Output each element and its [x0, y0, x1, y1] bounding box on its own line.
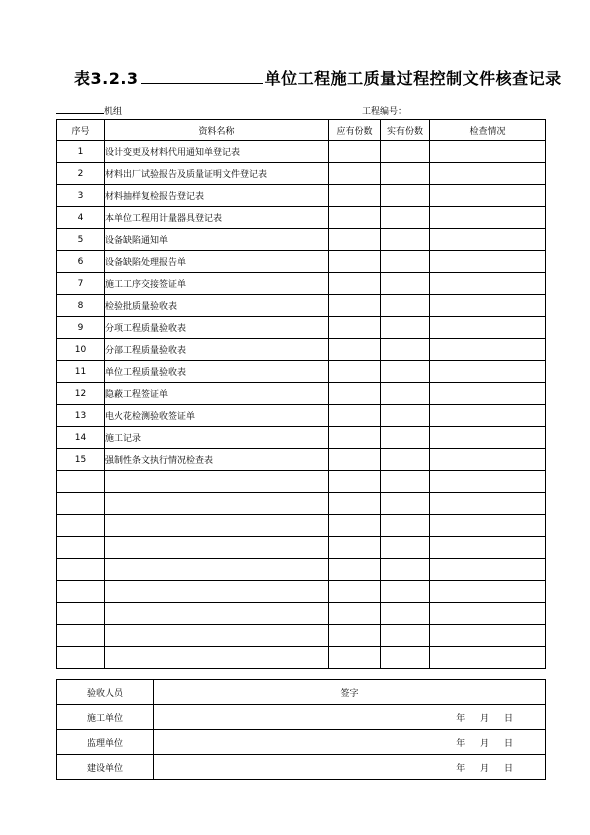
actual-count-cell[interactable]: [381, 537, 430, 559]
check-status-cell[interactable]: [430, 317, 546, 339]
row-number: 15: [57, 449, 105, 471]
col-header-actual: 实有份数: [381, 120, 430, 141]
row-number: 5: [57, 229, 105, 251]
row-number: 1: [57, 141, 105, 163]
acceptance-label: 验收人员: [57, 680, 154, 705]
actual-count-cell[interactable]: [381, 185, 430, 207]
check-status-cell[interactable]: [430, 559, 546, 581]
actual-count-cell[interactable]: [381, 229, 430, 251]
table-row: [57, 537, 546, 559]
row-number: [57, 647, 105, 669]
document-name: 设计变更及材料代用通知单登记表: [105, 141, 329, 163]
title-blank-line: [141, 71, 263, 84]
document-name: 施工记录: [105, 427, 329, 449]
table-row: [57, 163, 546, 185]
actual-count-cell[interactable]: [381, 427, 430, 449]
table-row: [57, 207, 546, 229]
actual-count-cell[interactable]: [381, 405, 430, 427]
required-count-cell[interactable]: [329, 383, 381, 405]
actual-count-cell[interactable]: [381, 581, 430, 603]
required-count-cell[interactable]: [329, 251, 381, 273]
check-status-cell[interactable]: [430, 647, 546, 669]
check-status-cell[interactable]: [430, 537, 546, 559]
row-number: 2: [57, 163, 105, 185]
document-name: 设备缺陷通知单: [105, 229, 329, 251]
table-row: [57, 647, 546, 669]
row-number: [57, 493, 105, 515]
acceptance-row: [57, 680, 546, 705]
document-name: 材料出厂试验报告及质量证明文件登记表: [105, 163, 329, 185]
title-prefix: 表3.2.3: [74, 69, 139, 88]
document-name: [105, 647, 329, 669]
row-number: [57, 603, 105, 625]
row-number: 13: [57, 405, 105, 427]
title-text: 单位工程施工质量过程控制文件核查记录: [264, 69, 562, 88]
required-count-cell[interactable]: [329, 493, 381, 515]
document-name: [105, 625, 329, 647]
actual-count-cell[interactable]: [381, 559, 430, 581]
unit-field: [56, 104, 122, 117]
check-status-cell[interactable]: [430, 251, 546, 273]
table-row: [57, 317, 546, 339]
document-name: [105, 515, 329, 537]
document-name: 检验批质量验收表: [105, 295, 329, 317]
row-number: 3: [57, 185, 105, 207]
row-number: 9: [57, 317, 105, 339]
actual-count-cell[interactable]: [381, 163, 430, 185]
check-status-cell[interactable]: [430, 625, 546, 647]
document-name: 分部工程质量验收表: [105, 339, 329, 361]
actual-count-cell[interactable]: [381, 141, 430, 163]
required-count-cell[interactable]: [329, 141, 381, 163]
table-row: [57, 273, 546, 295]
actual-count-cell[interactable]: [381, 625, 430, 647]
signature-label: 签字: [154, 680, 546, 705]
required-count-cell[interactable]: [329, 339, 381, 361]
document-name: 施工工序交接签证单: [105, 273, 329, 295]
table-row: [57, 295, 546, 317]
check-status-cell[interactable]: [430, 471, 546, 493]
document-name: 单位工程质量验收表: [105, 361, 329, 383]
row-number: [57, 471, 105, 493]
check-status-cell[interactable]: [430, 449, 546, 471]
construction-unit-row: [57, 705, 546, 730]
actual-count-cell[interactable]: [381, 207, 430, 229]
table-row: [57, 559, 546, 581]
check-status-cell[interactable]: [430, 229, 546, 251]
required-count-cell[interactable]: [329, 207, 381, 229]
required-count-cell[interactable]: [329, 559, 381, 581]
document-name: 分项工程质量验收表: [105, 317, 329, 339]
document-name: [105, 559, 329, 581]
check-status-cell[interactable]: [430, 141, 546, 163]
required-count-cell[interactable]: [329, 317, 381, 339]
row-number: [57, 515, 105, 537]
required-count-cell[interactable]: [329, 647, 381, 669]
required-count-cell[interactable]: [329, 449, 381, 471]
construction-unit-date[interactable]: 年 月 日: [154, 705, 546, 730]
supervision-unit-row: [57, 730, 546, 755]
row-number: 12: [57, 383, 105, 405]
row-number: [57, 537, 105, 559]
check-status-cell[interactable]: [430, 273, 546, 295]
table-row: [57, 339, 546, 361]
supervision-unit-label: 监理单位: [57, 730, 154, 755]
check-status-cell[interactable]: [430, 405, 546, 427]
required-count-cell[interactable]: [329, 405, 381, 427]
required-count-cell[interactable]: [329, 273, 381, 295]
check-status-cell[interactable]: [430, 383, 546, 405]
row-number: [57, 625, 105, 647]
document-name: [105, 581, 329, 603]
table-row: [57, 185, 546, 207]
check-status-cell[interactable]: [430, 185, 546, 207]
owner-unit-label: 建设单位: [57, 755, 154, 780]
row-number: 14: [57, 427, 105, 449]
document-name: [105, 603, 329, 625]
actual-count-cell[interactable]: [381, 251, 430, 273]
row-number: 6: [57, 251, 105, 273]
actual-count-cell[interactable]: [381, 647, 430, 669]
check-status-cell[interactable]: [430, 493, 546, 515]
row-number: [57, 581, 105, 603]
project-code-field: [362, 104, 407, 117]
actual-count-cell[interactable]: [381, 361, 430, 383]
check-status-cell[interactable]: [430, 427, 546, 449]
actual-count-cell[interactable]: [381, 383, 430, 405]
document-check-table: [56, 119, 546, 669]
document-name: [105, 493, 329, 515]
document-name: [105, 471, 329, 493]
unit-blank-line: [56, 104, 104, 114]
required-count-cell[interactable]: [329, 295, 381, 317]
actual-count-cell[interactable]: [381, 493, 430, 515]
check-status-cell[interactable]: [430, 295, 546, 317]
actual-count-cell[interactable]: [381, 449, 430, 471]
actual-count-cell[interactable]: [381, 471, 430, 493]
table-row: [57, 625, 546, 647]
document-name: 本单位工程用计量器具登记表: [105, 207, 329, 229]
check-status-cell[interactable]: [430, 515, 546, 537]
row-number: 7: [57, 273, 105, 295]
form-title: [74, 66, 562, 89]
project-code-label: 工程编号：: [362, 107, 408, 117]
required-count-cell[interactable]: [329, 603, 381, 625]
check-status-cell[interactable]: [430, 581, 546, 603]
row-number: 8: [57, 295, 105, 317]
table-row: [57, 581, 546, 603]
table-row: [57, 141, 546, 163]
col-header-required: 应有份数: [329, 120, 381, 141]
actual-count-cell[interactable]: [381, 295, 430, 317]
table-row: [57, 515, 546, 537]
unit-label: 机组: [104, 107, 123, 117]
construction-unit-label: 施工单位: [57, 705, 154, 730]
owner-unit-row: [57, 755, 546, 780]
required-count-cell[interactable]: [329, 537, 381, 559]
table-row: [57, 251, 546, 273]
col-header-check: 检查情况: [430, 120, 546, 141]
col-header-name: 资料名称: [105, 120, 329, 141]
table-row: [57, 361, 546, 383]
actual-count-cell[interactable]: [381, 515, 430, 537]
required-count-cell[interactable]: [329, 625, 381, 647]
col-header-no: 序号: [57, 120, 105, 141]
owner-unit-date[interactable]: 年 月 日: [154, 755, 546, 780]
required-count-cell[interactable]: [329, 427, 381, 449]
required-count-cell[interactable]: [329, 163, 381, 185]
table-row: [57, 603, 546, 625]
actual-count-cell[interactable]: [381, 317, 430, 339]
required-count-cell[interactable]: [329, 229, 381, 251]
table-row: [57, 427, 546, 449]
actual-count-cell[interactable]: [381, 339, 430, 361]
document-name: [105, 537, 329, 559]
table-row: [57, 405, 546, 427]
document-name: 材料抽样复检报告登记表: [105, 185, 329, 207]
table-row: [57, 229, 546, 251]
required-count-cell[interactable]: [329, 581, 381, 603]
row-number: 4: [57, 207, 105, 229]
document-name: 电火花检测验收签证单: [105, 405, 329, 427]
actual-count-cell[interactable]: [381, 603, 430, 625]
document-name: 设备缺陷处理报告单: [105, 251, 329, 273]
document-name: 隐蔽工程签证单: [105, 383, 329, 405]
required-count-cell[interactable]: [329, 185, 381, 207]
check-status-cell[interactable]: [430, 603, 546, 625]
required-count-cell[interactable]: [329, 515, 381, 537]
supervision-unit-date[interactable]: 年 月 日: [154, 730, 546, 755]
table-row: [57, 383, 546, 405]
check-status-cell[interactable]: [430, 163, 546, 185]
check-status-cell[interactable]: [430, 207, 546, 229]
row-number: 11: [57, 361, 105, 383]
row-number: 10: [57, 339, 105, 361]
required-count-cell[interactable]: [329, 361, 381, 383]
actual-count-cell[interactable]: [381, 273, 430, 295]
row-number: [57, 559, 105, 581]
document-name: 强制性条文执行情况检查表: [105, 449, 329, 471]
required-count-cell[interactable]: [329, 471, 381, 493]
signature-table: [56, 679, 546, 780]
table-row: [57, 471, 546, 493]
table-header-row: [57, 120, 546, 141]
check-status-cell[interactable]: [430, 361, 546, 383]
table-row: [57, 493, 546, 515]
check-status-cell[interactable]: [430, 339, 546, 361]
table-row: [57, 449, 546, 471]
